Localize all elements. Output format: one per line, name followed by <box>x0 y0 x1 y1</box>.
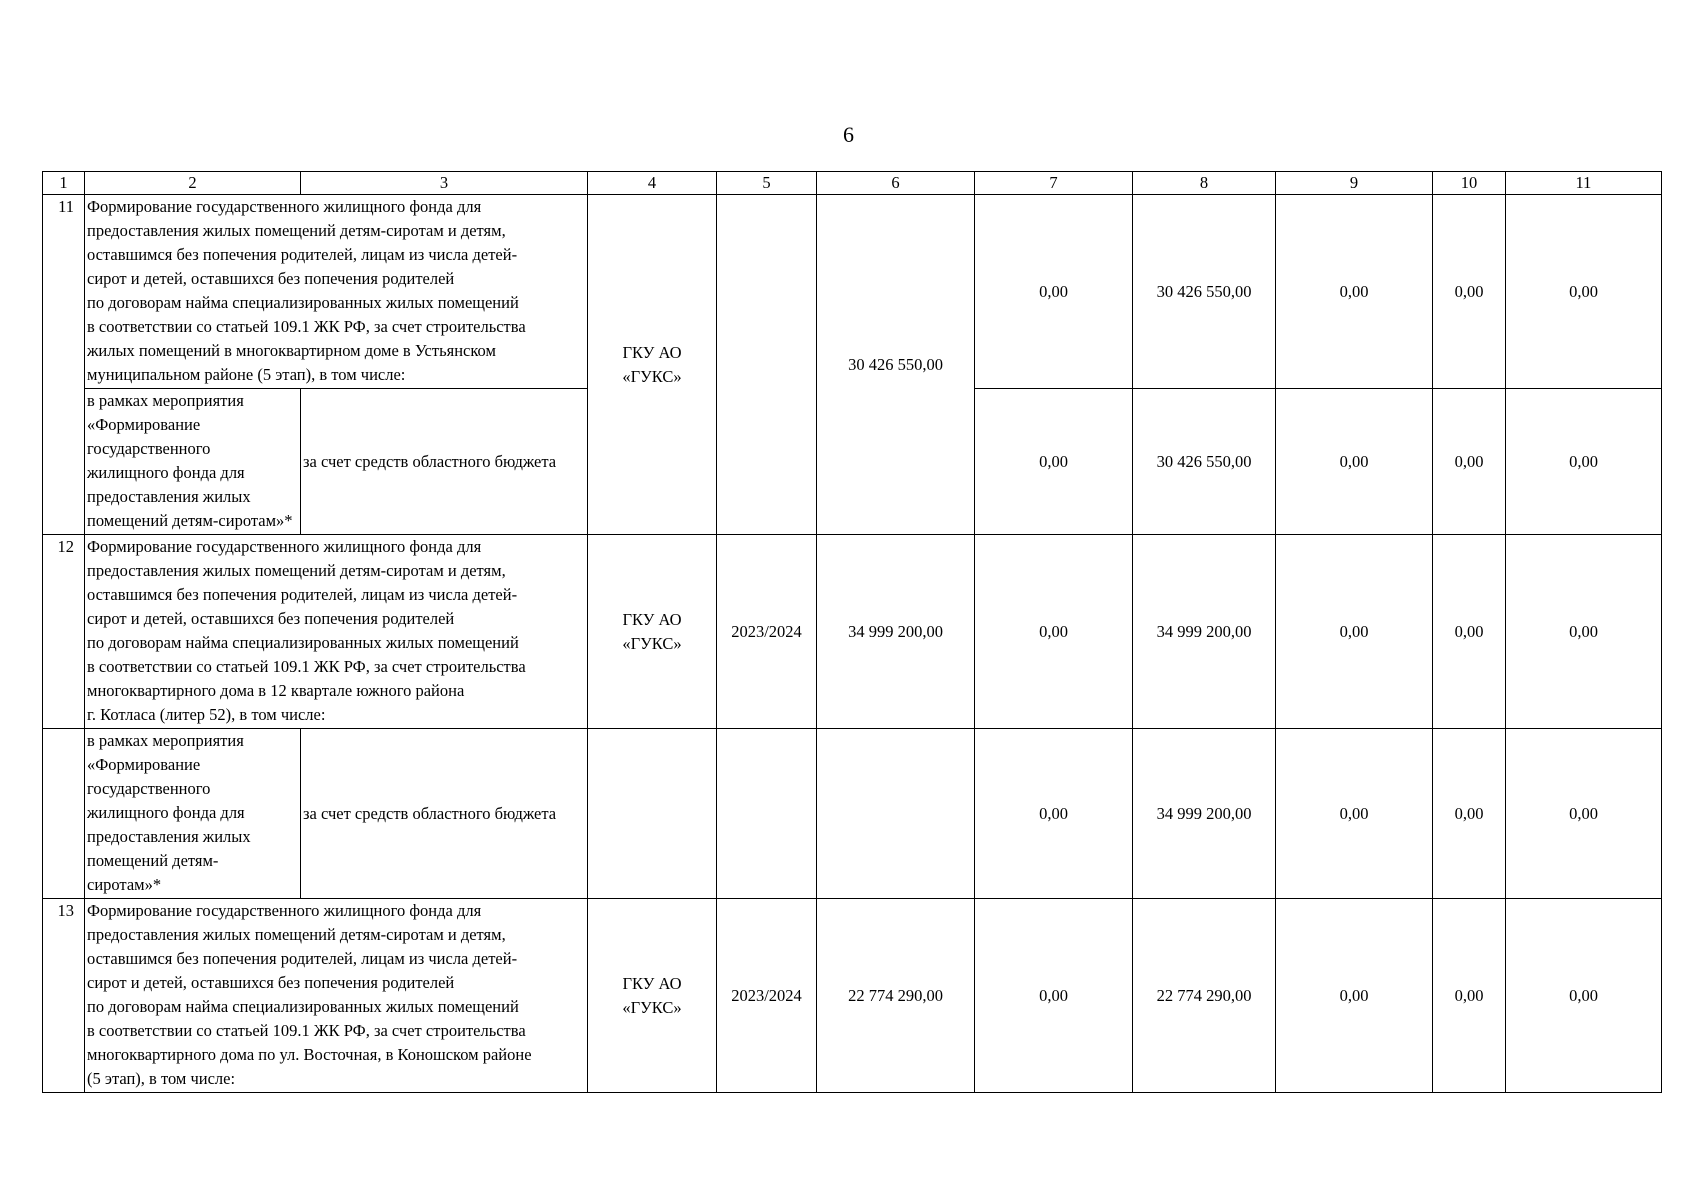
subrow-description: в рамках мероприятия «Формирование государственного жилищного фонда для предоставления жилых помещений детям- сиротам»* <box>85 729 301 899</box>
funding-source-cell: за счет средств областного бюджета <box>301 389 588 535</box>
amount-cell: 0,00 <box>1433 729 1506 899</box>
amount-cell: 22 774 290,00 <box>1133 899 1276 1093</box>
amount-cell: 0,00 <box>1506 195 1662 389</box>
empty-cell <box>817 729 975 899</box>
empty-cell <box>43 729 85 899</box>
total-amount-cell: 22 774 290,00 <box>817 899 975 1093</box>
period-cell <box>717 195 817 535</box>
executor-cell: ГКУ АО «ГУКС» <box>588 195 717 535</box>
amount-cell: 30 426 550,00 <box>1133 195 1276 389</box>
amount-cell: 30 426 550,00 <box>1133 389 1276 535</box>
amount-cell: 0,00 <box>1506 389 1662 535</box>
column-header: 2 <box>85 172 301 195</box>
row-description: Формирование государственного жилищного фонда для предоставления жилых помещений детям-сиротам и детям, оставшимся без попечения родителей, лицам из числа детей- сирот и детей, оставшихся без попечения родителей по договорам найма специализированных жилых помещений в соответствии со статьей 109.1 ЖК РФ, за счет строительства многоквартирного дома в 12 квартале южного района г. Котласа (литер 52), в том числе: <box>85 535 588 729</box>
column-header: 5 <box>717 172 817 195</box>
amount-cell: 0,00 <box>975 389 1133 535</box>
column-header: 9 <box>1276 172 1433 195</box>
table-subrow <box>43 729 1662 899</box>
amount-cell: 34 999 200,00 <box>1133 535 1276 729</box>
amount-cell: 0,00 <box>975 899 1133 1093</box>
amount-cell: 0,00 <box>1276 729 1433 899</box>
row-description: Формирование государственного жилищного фонда для предоставления жилых помещений детям-сиротам и детям, оставшимся без попечения родителей, лицам из числа детей- сирот и детей, оставшихся без попечения родителей по договорам найма специализированных жилых помещений в соответствии со статьей 109.1 ЖК РФ, за счет строительства жилых помещений в многоквартирном доме в Устьянском муниципальном районе (5 этап), в том числе: <box>85 195 588 389</box>
amount-cell: 0,00 <box>1276 389 1433 535</box>
amount-cell: 0,00 <box>1433 195 1506 389</box>
subrow-description: в рамках мероприятия «Формирование государственного жилищного фонда для предоставления жилых помещений детям-сиротам»* <box>85 389 301 535</box>
table-row <box>43 899 1662 1093</box>
program-table <box>42 171 1662 1093</box>
column-header: 8 <box>1133 172 1276 195</box>
page-number: 6 <box>843 122 854 147</box>
column-header: 4 <box>588 172 717 195</box>
column-header: 3 <box>301 172 588 195</box>
period-cell: 2023/2024 <box>717 535 817 729</box>
amount-cell: 0,00 <box>1506 899 1662 1093</box>
executor-cell: ГКУ АО «ГУКС» <box>588 535 717 729</box>
total-amount-cell: 34 999 200,00 <box>817 535 975 729</box>
row-number: 13 <box>43 899 85 1093</box>
amount-cell: 0,00 <box>975 195 1133 389</box>
empty-cell <box>588 729 717 899</box>
column-header: 6 <box>817 172 975 195</box>
amount-cell: 34 999 200,00 <box>1133 729 1276 899</box>
amount-cell: 0,00 <box>1276 195 1433 389</box>
amount-cell: 0,00 <box>1276 535 1433 729</box>
amount-cell: 0,00 <box>1433 899 1506 1093</box>
column-header: 7 <box>975 172 1133 195</box>
amount-cell: 0,00 <box>1506 535 1662 729</box>
amount-cell: 0,00 <box>1433 535 1506 729</box>
total-amount-cell: 30 426 550,00 <box>817 195 975 535</box>
amount-cell: 0,00 <box>975 729 1133 899</box>
amount-cell: 0,00 <box>1506 729 1662 899</box>
row-number: 11 <box>43 195 85 535</box>
funding-source-cell: за счет средств областного бюджета <box>301 729 588 899</box>
row-number: 12 <box>43 535 85 729</box>
amount-cell: 0,00 <box>975 535 1133 729</box>
table-row <box>43 535 1662 729</box>
empty-cell <box>717 729 817 899</box>
column-number-row <box>43 172 1662 195</box>
period-cell: 2023/2024 <box>717 899 817 1093</box>
column-header: 1 <box>43 172 85 195</box>
executor-cell: ГКУ АО «ГУКС» <box>588 899 717 1093</box>
amount-cell: 0,00 <box>1276 899 1433 1093</box>
amount-cell: 0,00 <box>1433 389 1506 535</box>
column-header: 10 <box>1433 172 1506 195</box>
table-row <box>43 195 1662 389</box>
column-header: 11 <box>1506 172 1662 195</box>
row-description: Формирование государственного жилищного фонда для предоставления жилых помещений детям-сиротам и детям, оставшимся без попечения родителей, лицам из числа детей- сирот и детей, оставшихся без попечения родителей по договорам найма специализированных жилых помещений в соответствии со статьей 109.1 ЖК РФ, за счет строительства многоквартирного дома по ул. Восточная, в Коношском районе (5 этап), в том числе: <box>85 899 588 1093</box>
